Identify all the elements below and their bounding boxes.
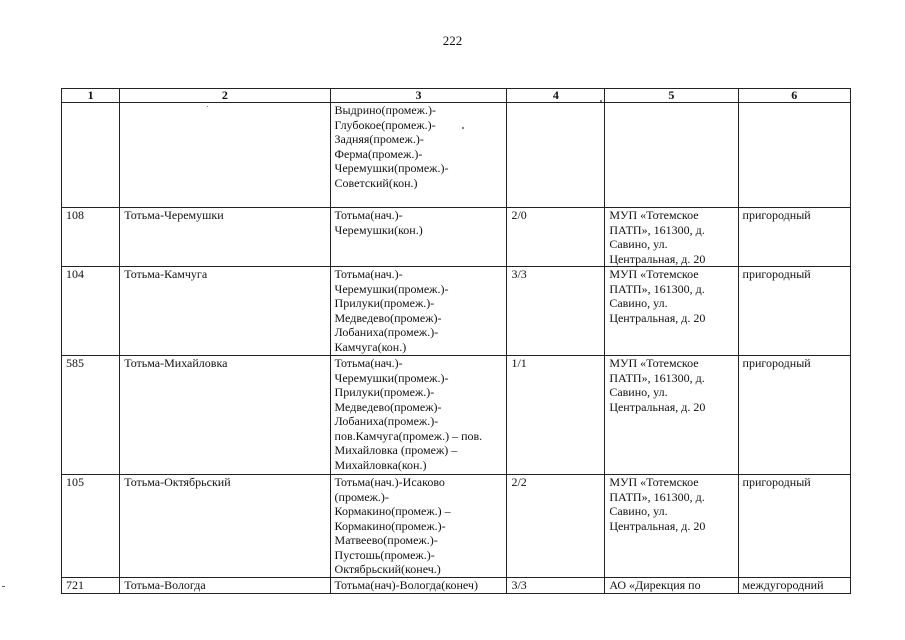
table-row — [62, 356, 851, 475]
cell-vehicle-count: 2/2 — [507, 475, 605, 578]
cell-vehicle-count — [507, 103, 605, 208]
cell-route-number: 585 — [62, 356, 120, 475]
cell-route-path: Выдрино(промеж.)- Глубокое(промеж.)- Задняя(промеж.)- Ферма(промеж.)- Черемушки(промеж.)- Советский(кон.) — [330, 103, 507, 208]
cell-route-path: Тотьма(нач)-Вологда(конеч) — [330, 578, 507, 594]
cell-route-number: 104 — [62, 267, 120, 356]
cell-carrier: МУП «Тотемское ПАТП», 161300, д. Савино, ул. Центральная, д. 20 — [605, 267, 738, 356]
cell-route-type: пригородный — [738, 267, 850, 356]
cell-route-number — [62, 103, 120, 208]
table-row — [62, 208, 851, 267]
cell-carrier: АО «Дирекция по — [605, 578, 738, 594]
header-row — [62, 89, 851, 103]
cell-carrier: МУП «Тотемское ПАТП», 161300, д. Савино, ул. Центральная, д. 20 — [605, 356, 738, 475]
cell-route-type: пригородный — [738, 475, 850, 578]
cell-route-type — [738, 103, 850, 208]
table-row — [62, 475, 851, 578]
cell-route-path: Тотьма(нач.)- Черемушки(кон.) — [330, 208, 507, 267]
cell-route-path: Тотьма(нач.)- Черемушки(промеж.)- Прилуки(промеж.)- Медведево(промеж)- Лобаниха(промеж.)- Камчуга(кон.) — [330, 267, 507, 356]
scan-speck — [462, 127, 464, 129]
header-cell-col5: 5 — [605, 89, 738, 103]
cell-route-name: Тотьма-Михайловка — [120, 356, 330, 475]
cell-carrier: МУП «Тотемское ПАТП», 161300, д. Савино, ул. Центральная, д. 20 — [605, 208, 738, 267]
scan-speck — [207, 106, 208, 107]
table-row — [62, 103, 851, 208]
header-cell-col1: 1 — [62, 89, 120, 103]
cell-carrier — [605, 103, 738, 208]
cell-vehicle-count: 3/3 — [507, 578, 605, 594]
cell-route-name: Тотьма-Вологда — [120, 578, 330, 594]
cell-vehicle-count: 3/3 — [507, 267, 605, 356]
scan-speck — [600, 100, 602, 102]
cell-route-type: пригородный — [738, 208, 850, 267]
cell-route-name: Тотьма-Октябрьский — [120, 475, 330, 578]
cell-route-name: Тотьма-Камчуга — [120, 267, 330, 356]
scan-speck — [2, 586, 5, 587]
cell-route-name — [120, 103, 330, 208]
cell-route-number: 721 — [62, 578, 120, 594]
header-cell-col3: 3 — [330, 89, 507, 103]
header-cell-col2: 2 — [120, 89, 330, 103]
header-cell-col6: 6 — [738, 89, 850, 103]
table-row — [62, 578, 851, 594]
cell-route-path: Тотьма(нач.)-Исаково (промеж.)- Кормакино(промеж.) – Кормакино(промеж.)- Матвеево(промеж.)- Пустошь(промеж.)- Октябрьский(конеч.) — [330, 475, 507, 578]
cell-route-number: 105 — [62, 475, 120, 578]
cell-route-path: Тотьма(нач.)- Черемушки(промеж.)- Прилуки(промеж.)- Медведево(промеж)- Лобаниха(промеж.)- пов.Камчуга(промеж.) – пов. Михайловка (промеж) – Михайловка(кон.) — [330, 356, 507, 475]
routes-table — [61, 88, 851, 594]
cell-vehicle-count: 2/0 — [507, 208, 605, 267]
cell-route-name: Тотьма-Черемушки — [120, 208, 330, 267]
page-number: 222 — [442, 33, 463, 48]
cell-carrier: МУП «Тотемское ПАТП», 161300, д. Савино, ул. Центральная, д. 20 — [605, 475, 738, 578]
cell-route-type: пригородный — [738, 356, 850, 475]
cell-vehicle-count: 1/1 — [507, 356, 605, 475]
cell-route-type: междугородний — [738, 578, 850, 594]
header-cell-col4: 4 — [507, 89, 605, 103]
table-row — [62, 267, 851, 356]
cell-route-number: 108 — [62, 208, 120, 267]
